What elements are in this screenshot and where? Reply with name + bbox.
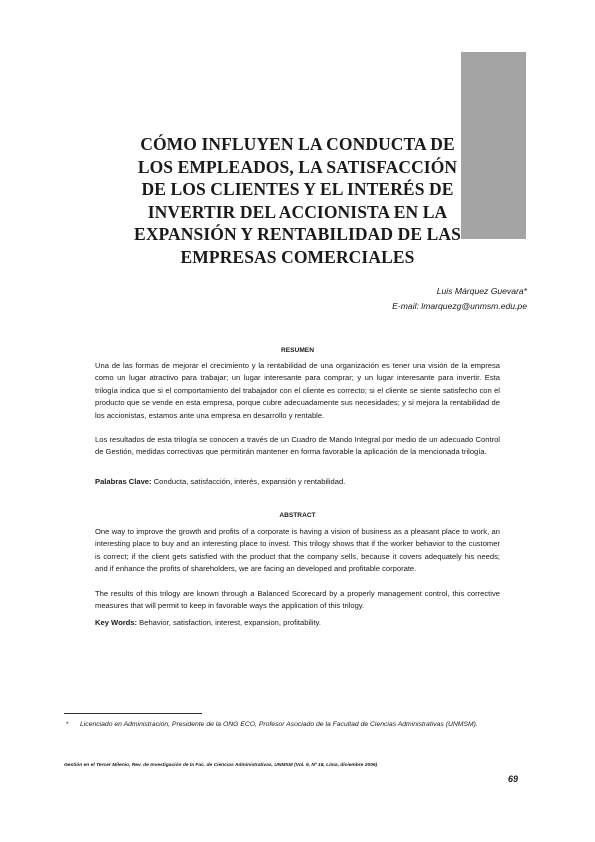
title-line: LOS EMPLEADOS, LA SATISFACCIÓN (137, 156, 458, 177)
keywords-text: Conducta, satisfacción, interés, expansión y rentabilidad. (151, 477, 346, 486)
abstract-paragraph-2: The results of this trilogy are known through a Balanced Scorecard by a properly management control, this corrective measures that will permit to keep in favorable ways the application of this trilogy. (95, 589, 500, 611)
footnote-text: Licenciado en Administración, Presidente de la ONG ECO, Profesor Asociado de la Facultad de Ciencias Administrativas (UNMSM). (80, 721, 478, 728)
title-line: EMPRESAS COMERCIALES (180, 246, 415, 267)
footnote (64, 719, 502, 730)
article-title (100, 133, 495, 269)
title-line: INVERTIR DEL ACCIONISTA EN LA (147, 201, 448, 222)
title-line: EXPANSIÓN Y RENTABILIDAD DE LAS (134, 224, 461, 245)
resumen-paragraph-1: Una de las formas de mejorar el crecimiento y la rentabilidad de una organización es tener una visión de la empresa como un lugar atractivo para trabajar; un lugar interesante para comprar; y un lugar interesante para invertir. Esta trilogía indica que si el comportamiento del trabajador con el cliente es correcto; si el cliente se siente satisfecho con el producto que se vende en esta empresa, porque cubre adecuadamente sus necesidades; y si mejora la rentabilidad de los accionistas, estamos ante una empresa en desarrollo y rentable. (95, 361, 500, 420)
footnote-mark: * (66, 721, 69, 728)
keywords-text: Behavior, satisfaction, interest, expansion, profitability. (137, 618, 321, 627)
abstract-paragraph-1: One way to improve the growth and profits of a corporate is having a vision of business as a pleasant place to work, an interesting place to buy and an interesting place to invest. This trilogy shows that if the worker behavior to the customer is correct; if the client gets satisfied with the product that the company sells, because it covers adequately his needs; and if enhance the profits of shareholders, we are facing an developed and profitable corporate. (95, 527, 500, 574)
page-number: 69 (508, 774, 519, 784)
title-line: DE LOS CLIENTES Y EL INTERÉS DE (141, 179, 454, 200)
keywords-label: Key Words: (95, 618, 138, 627)
running-footer: Gestión en el Tercer Milenio, Rev. de Investigación de la Fac. de Ciencias Administrativas, UNMSM (Vol. 9, Nº 18, Lima, diciembre 2006) (64, 763, 378, 768)
author-email[interactable]: E-mail: lmarquezg@unmsm.edu.pe (392, 301, 527, 311)
resumen-heading: RESUMEN (281, 347, 314, 354)
footnote-divider (64, 713, 202, 714)
author-name: Luis Márquez Guevara* (436, 286, 527, 296)
resumen-paragraph-2: Los resultados de esta trilogía se conocen a través de un Cuadro de Mando Integral por medio de un adecuado Control de Gestión, medidas correctivas que permitirán mantener en forma favorable la aplicación de la mencionada trilogía. (95, 435, 500, 457)
abstract-heading: ABSTRACT (279, 512, 316, 519)
title-line: CÓMO INFLUYEN LA CONDUCTA DE (140, 134, 455, 154)
abstract-keywords (95, 617, 500, 629)
author-block (392, 284, 527, 314)
keywords-label: Palabras Clave: (95, 477, 152, 486)
resumen-keywords (95, 476, 500, 488)
